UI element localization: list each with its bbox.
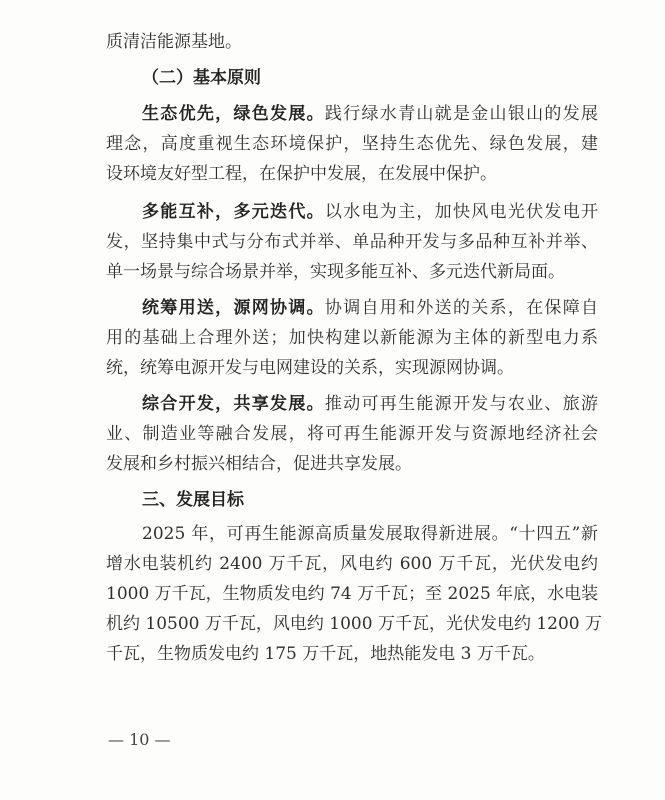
paragraph-text: 以水电为主，加快风电光伏发电开	[324, 202, 599, 222]
paragraph-targets-line1: 2025 年，可再生能源高质量发展取得新进展。“十四五”新	[142, 524, 598, 544]
page-number: — 10 —	[108, 730, 171, 749]
section-heading-development-goals: 三、发展目标	[142, 490, 244, 510]
text-line: 理念，高度重视生态环境保护，坚持生态优先、绿色发展，建	[106, 134, 598, 154]
paragraph-integrated-line1	[142, 392, 598, 416]
paragraph-lead: 多能互补，多元迭代。	[142, 202, 325, 222]
section-heading-basic-principles: （二）基本原则	[142, 68, 261, 88]
text-line: 千瓦，生物质发电约 175 万千瓦，地热能发电 3 万千瓦。	[106, 644, 545, 664]
paragraph-ecology-line1	[142, 102, 598, 126]
text-line: 发，坚持集中式与分布式并举、单品种开发与多品种互补并举、	[106, 232, 598, 252]
text-line: 机约 10500 万千瓦，风电约 1000 万千瓦，光伏发电约 1200 万	[106, 614, 603, 634]
text-line: 单一场景与综合场景并举，实现多能互补、多元迭代新局面。	[106, 262, 565, 282]
paragraph-text: 推动可再生能源开发与农业、旅游	[324, 394, 599, 414]
text-line: 质清洁能源基地。	[106, 32, 242, 52]
paragraph-lead: 综合开发，共享发展。	[142, 394, 325, 414]
paragraph-lead: 生态优先，绿色发展。	[142, 104, 325, 124]
text-line: 发展和乡村振兴相结合，促进共享发展。	[106, 454, 412, 474]
paragraph-text: 践行绿水青山就是金山银山的发展	[324, 104, 599, 124]
text-line: 1000 万千瓦，生物质发电约 74 万千瓦；至 2025 年底，水电装	[106, 584, 599, 604]
text-line: 用的基础上合理外送；加快构建以新能源为主体的新型电力系	[106, 328, 598, 348]
paragraph-multi-energy-line1	[142, 200, 598, 224]
paragraph-text: 协调自用和外送的关系，在保障自	[324, 298, 599, 318]
paragraph-lead: 统筹用送，源网协调。	[142, 298, 325, 318]
text-line: 统，统筹电源开发与电网建设的关系，实现源网协调。	[106, 358, 514, 378]
paragraph-coordination-line1	[142, 296, 598, 320]
text-line: 增水电装机约 2400 万千瓦，风电约 600 万千瓦，光伏发电约	[106, 554, 598, 574]
text-line: 业、制造业等融合发展，将可再生能源开发与资源地经济社会	[106, 424, 598, 444]
text-line: 设环境友好型工程，在保护中发展，在发展中保护。	[106, 164, 497, 184]
